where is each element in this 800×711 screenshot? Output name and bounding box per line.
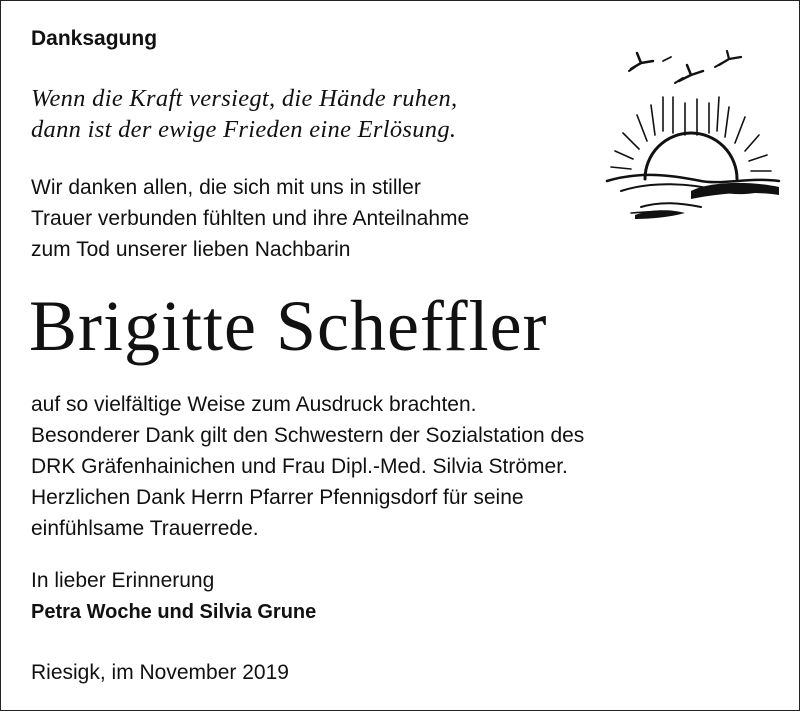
closing-label: In lieber Erinnerung <box>31 569 215 592</box>
thanks-intro <box>31 172 469 265</box>
body-line: DRK Gräfenhainichen und Frau Dipl.-Med. Silvia Strömer. <box>31 455 568 478</box>
deceased-name: Brigitte Scheffler <box>29 286 548 366</box>
body-line: Herzlichen Dank Herrn Pfarrer Pfennigsdorf für seine <box>31 486 524 509</box>
body-line: Besonderer Dank gilt den Schwestern der Sozialstation des <box>31 424 585 447</box>
body-line: auf so vielfältige Weise zum Ausdruck brachten. <box>31 393 477 416</box>
signatories: Petra Woche und Silvia Grune <box>31 601 317 623</box>
sunset-with-birds-icon <box>601 31 781 231</box>
quote-line: Wenn die Kraft versiegt, die Hände ruhen, <box>31 85 458 112</box>
thanks-line: Wir danken allen, die sich mit uns in stiller <box>31 176 421 199</box>
notice-heading: Danksagung <box>31 27 158 50</box>
thanks-line: Trauer verbunden fühlten und ihre Anteilnahme <box>31 207 470 230</box>
thanks-line: zum Tod unserer lieben Nachbarin <box>31 238 351 261</box>
place-date: Riesigk, im November 2019 <box>31 661 289 684</box>
thanks-body <box>31 389 584 544</box>
memorial-quote <box>31 83 457 145</box>
body-line: einfühlsame Trauerrede. <box>31 517 259 540</box>
quote-line: dann ist der ewige Frieden eine Erlösung. <box>31 116 457 143</box>
